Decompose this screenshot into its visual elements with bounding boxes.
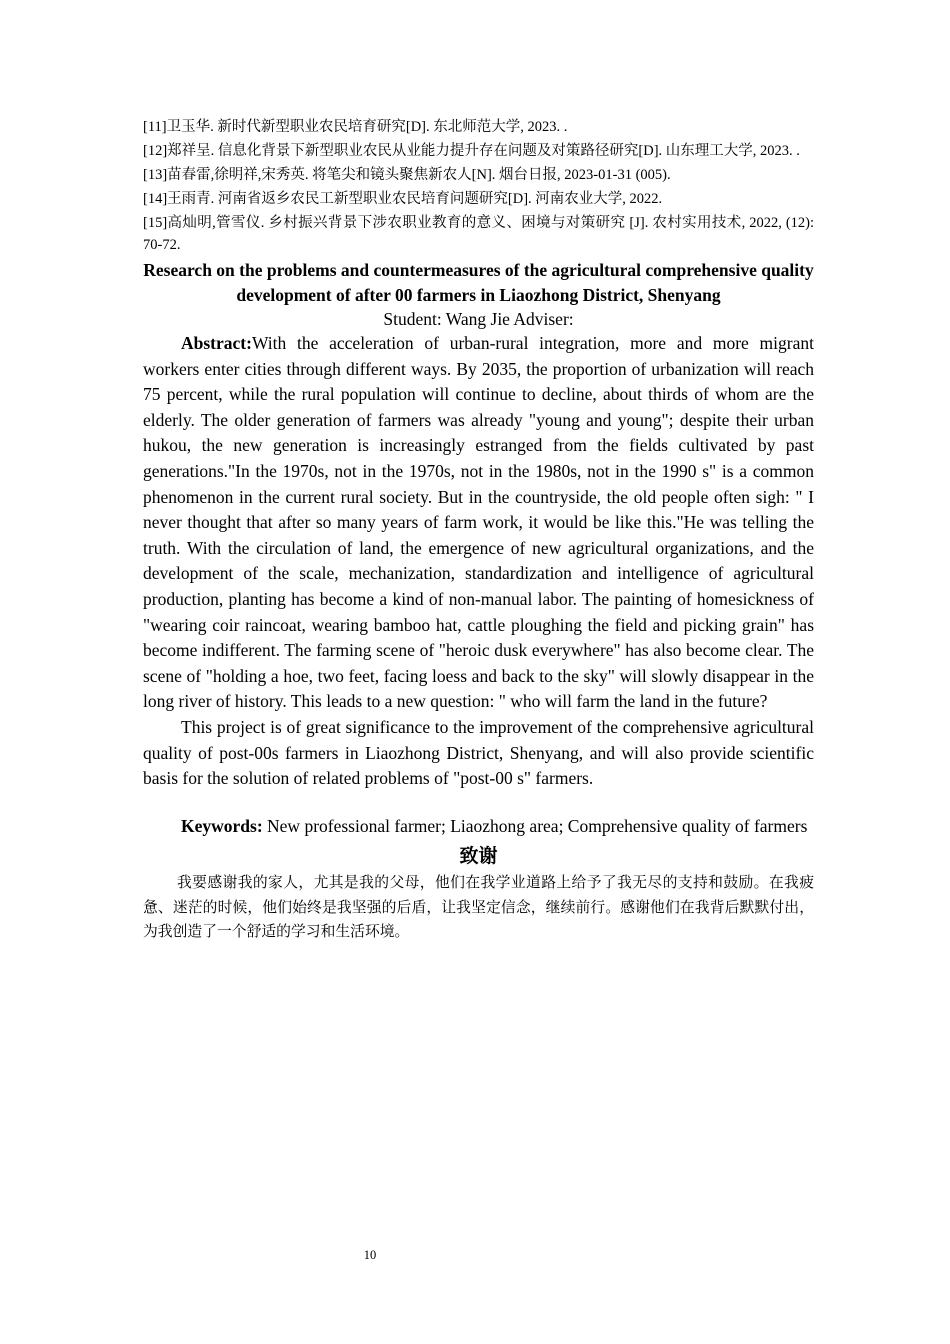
acknowledgement-body: 我要感谢我的家人，尤其是我的父母，他们在我学业道路上给予了我无尽的支持和鼓励。在我疲惫、迷茫的时候，他们始终是我坚强的后盾，让我坚定信念，继续前行。感谢他们在我背后默默付出，为我创造了一个舒适的学习和生活环境。: [143, 874, 814, 941]
reference-item-11: [11]卫玉华. 新时代新型职业农民培育研究[D]. 东北师范大学, 2023. .: [143, 119, 568, 135]
student-adviser-line: Student: Wang Jie Adviser:: [383, 309, 574, 329]
acknowledgement-title: 致谢: [459, 845, 498, 868]
reference-item-13: [13]苗春雷,徐明祥,宋秀英. 将笔尖和镜头聚焦新农人[N]. 烟台日报, 2023-01-31 (005).: [143, 167, 671, 183]
paragraph-spacer: [143, 792, 814, 814]
keywords-label: Keywords:: [181, 815, 263, 836]
abstract-paragraph-2: This project is of great significance to the improvement of the comprehensive agricultural quality of post-00s farmers in Liaozhong District, Shenyang, and will also provide scientific basis for the solution of related problems of "post-00 s" farmers.: [143, 716, 814, 789]
abstract-text: With the acceleration of urban-rural integration, more and more migrant workers enter cities through different ways. By 2035, the proportion of urbanization will reach 75 percent, while the rural population will continue to decline, about thirds of whom are the elderly. The older generation of farmers was already "young and young"; despite their urban hukou, the new generation is increasingly estranged from the fields cultivated by past generations."In the 1970s, not in the 1970s, not in the 1980s, not in the 1990 s" is a common phenomenon in the current rural society. But in the countryside, the old people often sigh: " I never thought that after so many years of farm work, it would be like this."He was telling the truth. With the circulation of land, the emergence of new agricultural organizations, and the development of the scale, mechanization, standardization and intelligence of agricultural production, planting has become a kind of non-manual labor. The painting of homesickness of "wearing coir raincoat, wearing bamboo hat, cattle ploughing the field and picking grain" has become indifferent. The farming scene of "heroic dusk everywhere" has also become clear. The scene of "holding a hoe, two feet, facing loess and back to the sky" will slowly disappear in the long river of history. This leads to a new question: " who will farm the land in the future?: [143, 333, 814, 712]
reference-item-12: [12]郑祥呈. 信息化背景下新型职业农民从业能力提升存在问题及对策路径研究[D]. 山东理工大学, 2023. .: [143, 143, 800, 159]
page-number: 10: [363, 1248, 377, 1262]
keywords-paragraph: [143, 814, 814, 840]
reference-list: [143, 116, 814, 256]
reference-item-14: [14]王雨青. 河南省返乡农民工新型职业农民培育问题研究[D]. 河南农业大学, 2022.: [143, 191, 663, 207]
abstract-label: Abstract:: [181, 333, 252, 353]
reference-item-15: [15]高灿明,管雪仪. 乡村振兴背景下涉农职业教育的意义、困境与对策研究 [J]. 农村实用技术, 2022, (12): 70-72.: [143, 215, 814, 253]
keywords-text: New professional farmer; Liaozhong area; Comprehensive quality of farmers: [262, 815, 808, 836]
page-content: [143, 116, 814, 945]
english-title: Research on the problems and countermeasures of the agricultural comprehensive quality development of after 00 farmers in Liaozhong District, Shenyang: [143, 260, 814, 305]
abstract-paragraph: [143, 331, 814, 715]
